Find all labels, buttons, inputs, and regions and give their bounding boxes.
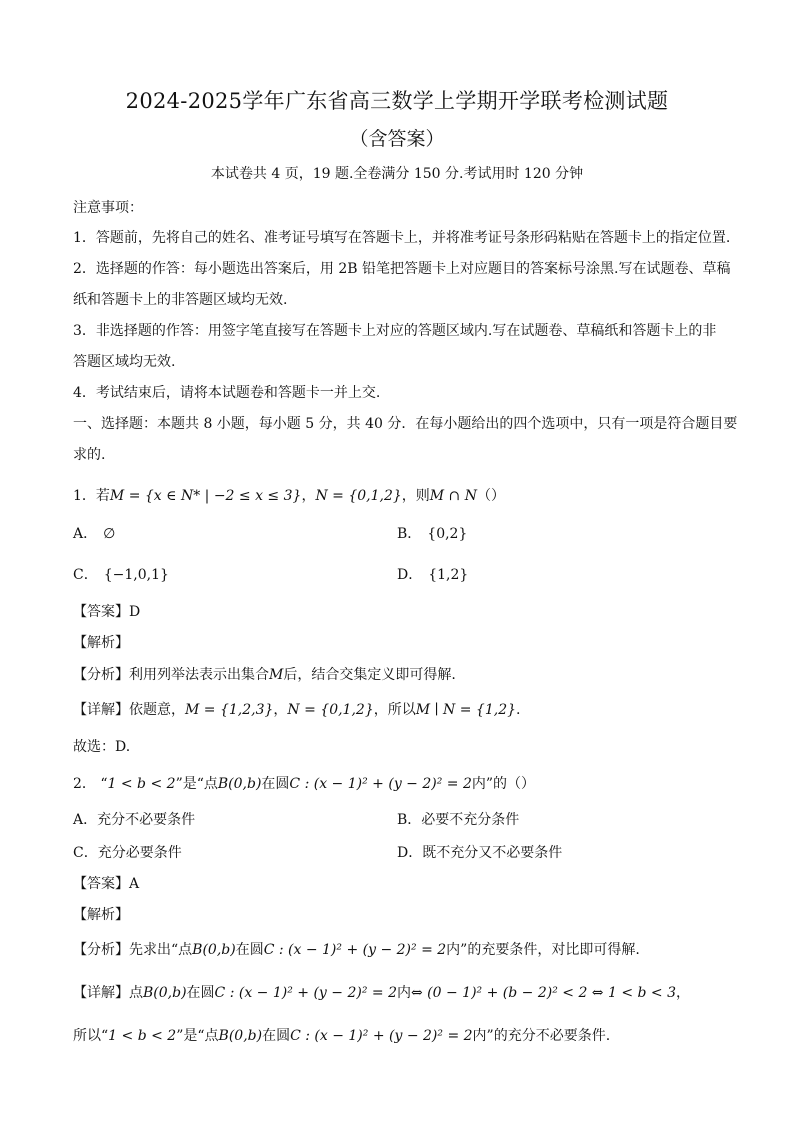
q2-option-c: C．充分必要条件 — [73, 845, 182, 861]
xiangjie-text: 在圆 — [186, 985, 215, 1001]
xiangjie-point: B(0,b) — [143, 985, 187, 1001]
fenxi-symbol: M — [269, 667, 284, 683]
notice-item-2: 2．选择题的作答：每小题选出答案后，用 2B 铅笔把答题卡上对应题目的答案标号涂黑.写在试题卷、草稿 — [73, 261, 731, 277]
fenxi-text: 后，结合交集定义即可得解. — [283, 667, 456, 683]
xiangjie-text: ，所以 — [373, 702, 416, 718]
q2-circle: C : (x − 1)² + (y − 2)² = 2 — [289, 776, 472, 792]
q2-option-d: D．既不充分又不必要条件 — [397, 845, 563, 861]
q1-comma: ， — [301, 488, 316, 504]
fenxi-text: 在圆 — [235, 942, 264, 958]
conclusion-point: B(0,b) — [218, 1028, 263, 1044]
fenxi-text: 内”的充要条件，对比即可得解. — [446, 942, 640, 958]
q1-choose: 故选：D. — [73, 739, 131, 755]
answer-value: A — [129, 876, 140, 892]
notice-item-3: 3．非选择题的作答：用签字笔直接写在答题卡上对应的答题区域内.写在试题卷、草稿纸和答题卡上的非 — [73, 323, 717, 339]
q1-analysis-tag: 【解析】 — [73, 635, 129, 651]
fenxi-text: 利用列举法表示出集合 — [129, 667, 269, 683]
option-label: A． — [73, 526, 98, 542]
document-subtitle: （含答案） — [349, 128, 445, 150]
fenxi-text: 先求出“点 — [129, 942, 193, 958]
conclusion-circle: C : (x − 1)² + (y − 2)² = 2 — [290, 1028, 473, 1044]
xiangjie-text: ， — [676, 985, 691, 1001]
conclusion-text: 所以“ — [73, 1028, 109, 1044]
xiangjie-text: 依题意， — [129, 702, 185, 718]
option-label: C． — [73, 567, 98, 583]
q1-xiangjie — [73, 700, 520, 720]
xiangjie-circle: C : (x − 1)² + (y − 2)² = 2 — [214, 985, 397, 1001]
option-value: {0,2} — [427, 526, 468, 542]
q1-fenxi — [73, 665, 456, 685]
xiangjie-text: 点 — [129, 985, 143, 1001]
question-2-stem — [73, 774, 535, 794]
notice-item-3-cont: 答题区域均无效. — [73, 354, 176, 370]
question-1-stem — [73, 486, 505, 506]
xiangjie-tag: 【详解】 — [73, 985, 129, 1001]
q1-option-a — [73, 524, 115, 544]
notice-item-4: 4．考试结束后，请将本试题卷和答题卡一并上交. — [73, 385, 381, 401]
q2-fenxi — [73, 940, 640, 960]
q2-point: B(0,b) — [217, 776, 262, 792]
q2-prefix: 2． “ — [73, 776, 108, 792]
xiangjie-text: ， — [273, 702, 288, 718]
answer-value: D — [129, 604, 141, 620]
option-value: ∅ — [103, 526, 116, 542]
xiangjie-equivalence-chain: ⇔ (0 − 1)² + (b − 2)² < 2 ⇔ 1 < b < 3 — [410, 985, 677, 1001]
q2-option-a: A．充分不必要条件 — [73, 812, 196, 828]
xiangjie-text: 内 — [396, 985, 411, 1001]
q2-text: 在圆 — [261, 776, 290, 792]
conclusion-condition: 1 < b < 2 — [108, 1028, 177, 1044]
answer-tag: 【答案】 — [73, 604, 129, 620]
q2-condition: 1 < b < 2 — [107, 776, 176, 792]
q1-prefix: 1．若 — [73, 488, 110, 504]
answer-tag: 【答案】 — [73, 876, 129, 892]
conclusion-text: ”是“点 — [176, 1028, 219, 1044]
q1-option-b — [397, 524, 467, 544]
section-heading: 一、选择题：本题共 8 小题，每小题 5 分，共 40 分．在每小题给出的四个选项中，只有一项是符合题目要 — [73, 416, 738, 432]
xiangjie-set-m: M = {1,2,3} — [185, 702, 274, 718]
conclusion-text: 在圆 — [262, 1028, 291, 1044]
xiangjie-text: . — [516, 702, 521, 718]
q2-text: ”是“点 — [175, 776, 218, 792]
conclusion-text: 内”的充分不必要条件. — [472, 1028, 611, 1044]
q2-text: 内 — [471, 776, 486, 792]
fenxi-point: B(0,b) — [192, 942, 236, 958]
q1-set-n: N = {0,1,2} — [315, 488, 402, 504]
q2-text: ”的（） — [485, 776, 536, 792]
xiangjie-tag: 【详解】 — [73, 702, 129, 718]
option-label: B． — [397, 526, 422, 542]
exam-info: 本试卷共 4 页，19 题.全卷满分 150 分.考试用时 120 分钟 — [210, 166, 584, 182]
q1-answer — [73, 602, 140, 622]
fenxi-circle: C : (x − 1)² + (y − 2)² = 2 — [263, 942, 447, 958]
notice-item-1: 1．答题前，先将自己的姓名、准考证号填写在答题卡上，并将准考证号条形码粘贴在答题卡上的指定位置. — [73, 230, 731, 246]
section-heading-cont: 求的. — [73, 447, 106, 463]
q2-answer — [73, 874, 139, 894]
option-label: D． — [397, 567, 423, 583]
xiangjie-result: M ∣ N = {1,2} — [415, 702, 517, 718]
q2-conclusion — [73, 1026, 610, 1046]
q1-option-d — [397, 565, 468, 585]
fenxi-tag: 【分析】 — [73, 667, 129, 683]
q1-then: ，则 — [401, 488, 430, 504]
q1-paren: （） — [476, 488, 505, 504]
option-value: {−1,0,1} — [103, 567, 169, 583]
notice-item-2-cont: 纸和答题卡上的非答题区域均无效. — [73, 292, 288, 308]
notice-heading: 注意事项： — [73, 200, 143, 216]
q1-expression: M ∩ N — [429, 488, 477, 504]
q2-analysis-tag: 【解析】 — [73, 907, 129, 923]
fenxi-tag: 【分析】 — [73, 942, 129, 958]
q1-option-c — [73, 565, 169, 585]
q2-xiangjie — [73, 983, 690, 1003]
option-value: {1,2} — [428, 567, 469, 583]
xiangjie-set-n: N = {0,1,2} — [287, 702, 374, 718]
q1-set-m: M = {x ∈ N* | −2 ≤ x ≤ 3} — [109, 488, 302, 504]
document-title: 2024-2025学年广东省高三数学上学期开学联考检测试题 — [125, 89, 669, 113]
q2-option-b: B．必要不充分条件 — [397, 812, 520, 828]
